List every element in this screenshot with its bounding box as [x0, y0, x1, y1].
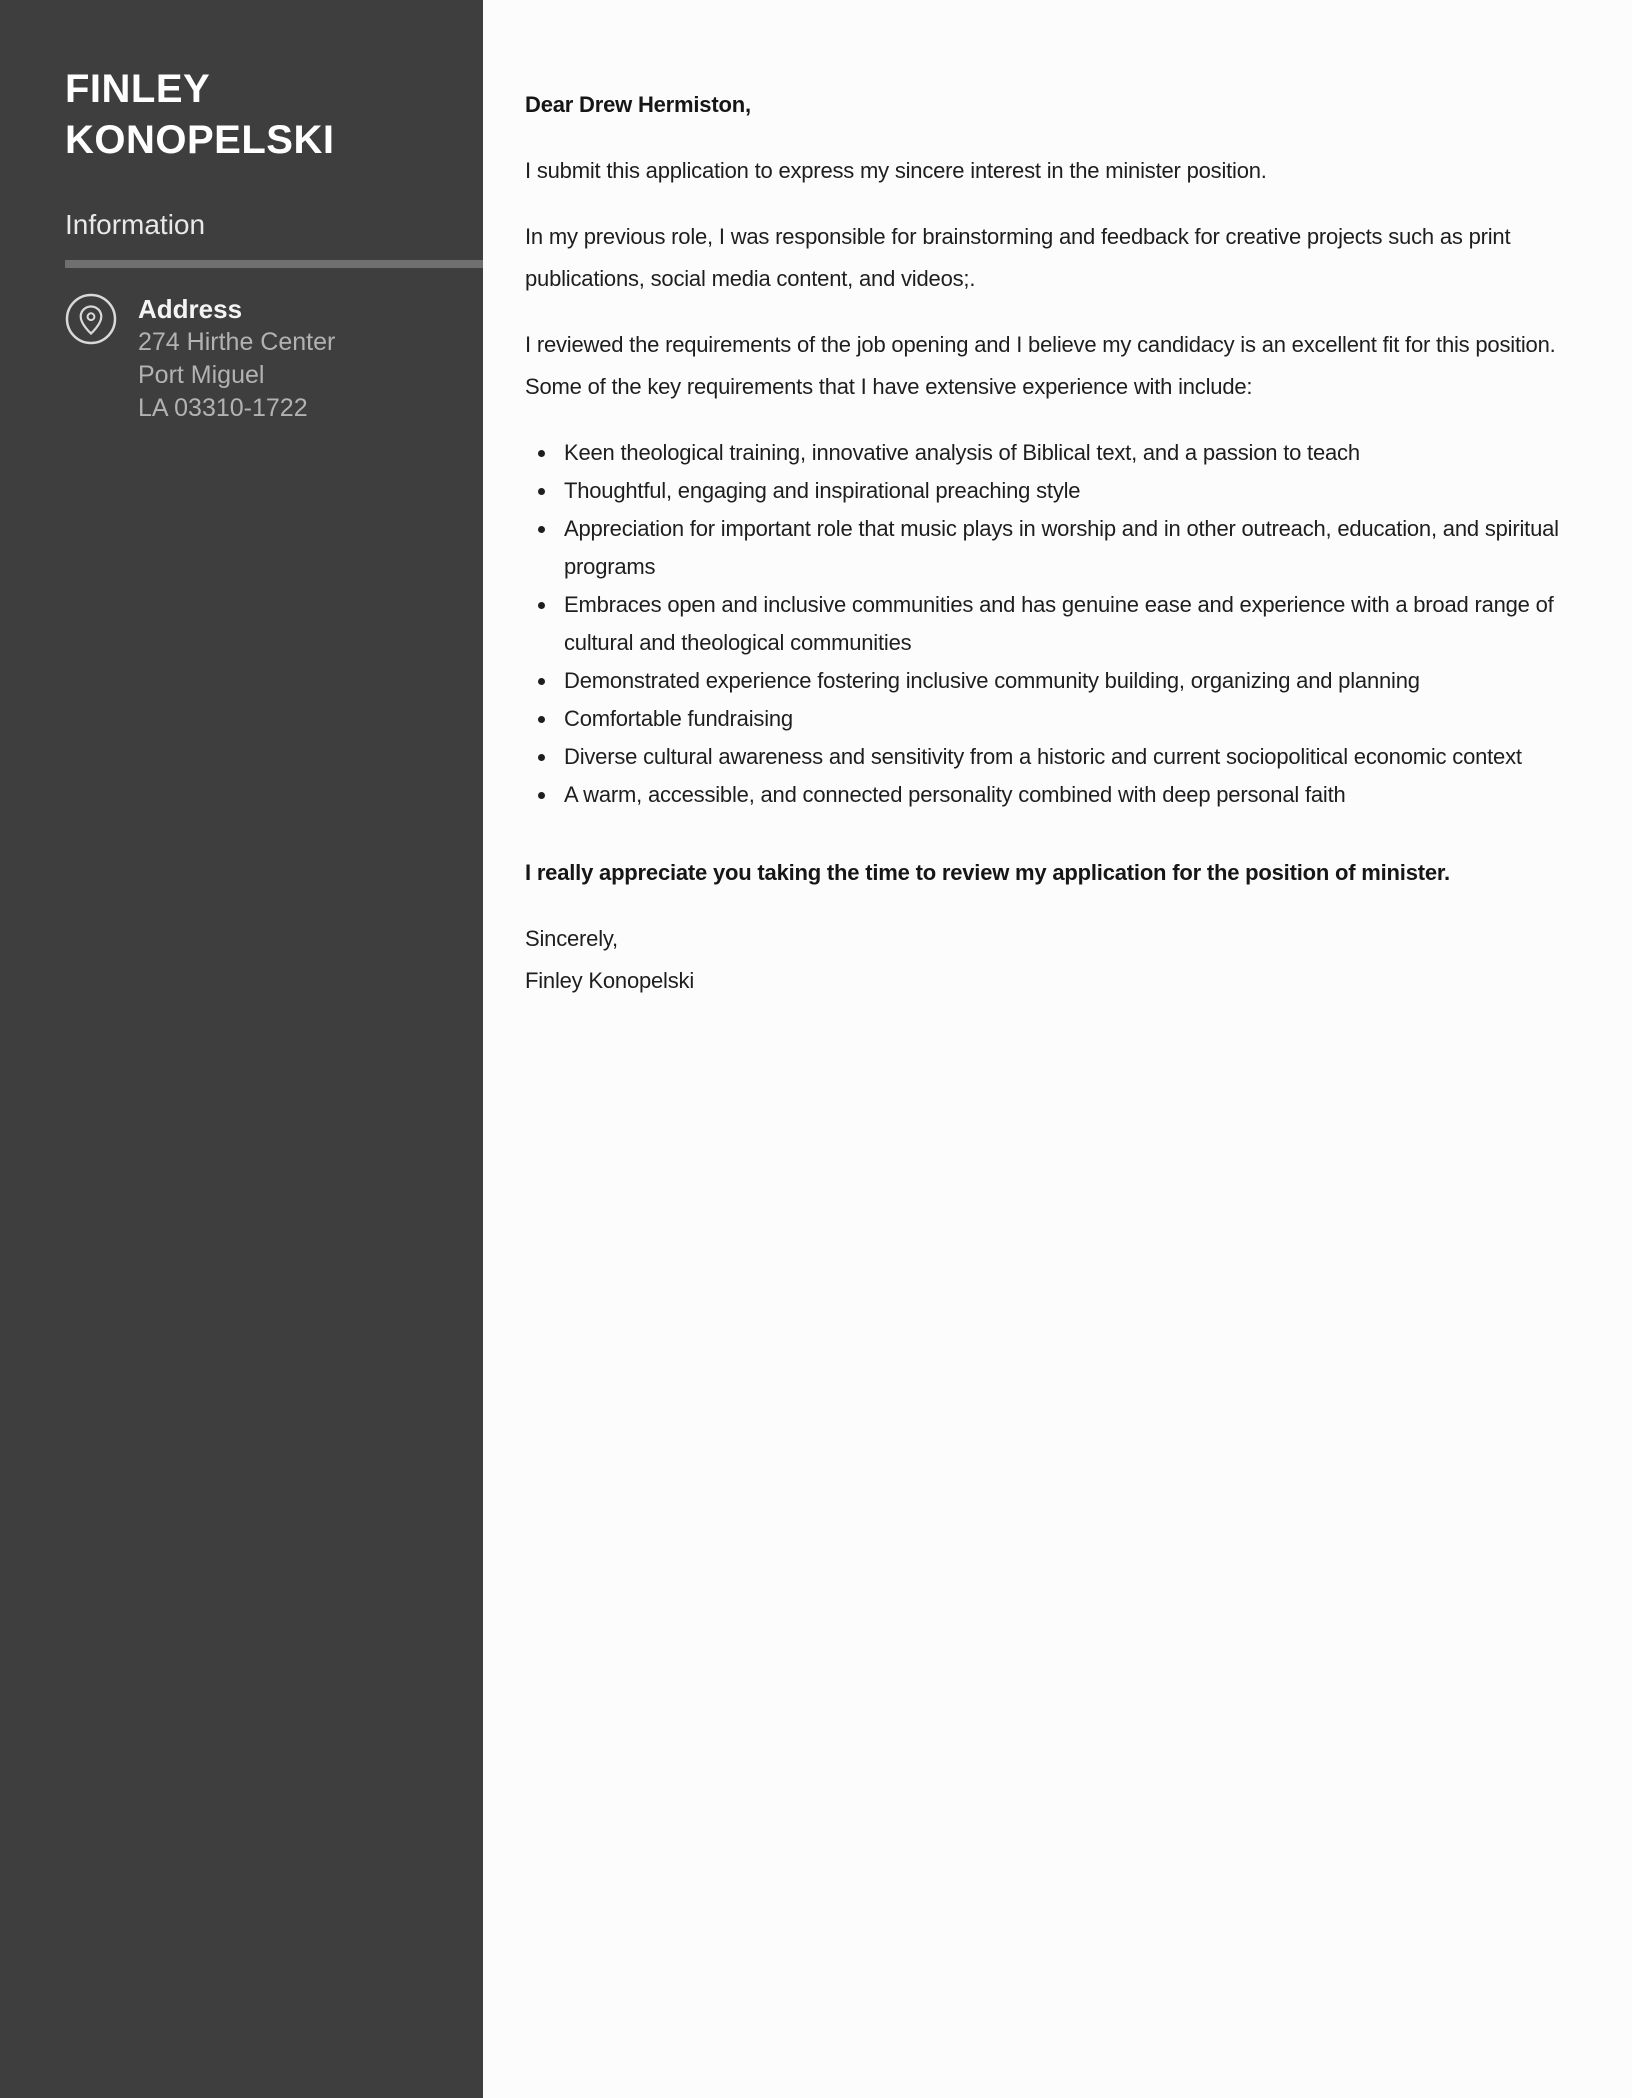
requirements-list [525, 434, 1583, 814]
paragraph-previous-role: In my previous role, I was responsible for brainstorming and feedback for creative projects such as print publications, social media content, and videos;. [525, 224, 1511, 291]
list-item: • Appreciation for important role that music plays in worship and in other outreach, education, and spiritual programs [558, 510, 1583, 586]
greeting: Dear Drew Hermiston, [525, 92, 751, 117]
list-item: • Thoughtful, engaging and inspirational preaching style [558, 472, 1583, 510]
address-city: Port Miguel [138, 361, 265, 389]
address-zip: LA 03310-1722 [138, 394, 308, 422]
list-item: • Embraces open and inclusive communities and has genuine ease and experience with a broad range of cultural and theological communities [558, 586, 1583, 662]
address-block [65, 293, 483, 425]
signoff: Sincerely, [525, 926, 618, 951]
address-street: 274 Hirthe Center [138, 328, 336, 356]
paragraph-requirements-lead: I reviewed the requirements of the job opening and I believe my candidacy is an excellent fit for this position. Some of the key requirements that I have extensive experience with include: [525, 332, 1556, 399]
map-pin-icon [65, 293, 117, 345]
candidate-last-name: KONOPELSKI [65, 118, 335, 162]
closing-statement: I really appreciate you taking the time to review my application for the position of minister. [525, 860, 1450, 885]
list-item: • Demonstrated experience fostering inclusive community building, organizing and planning [558, 662, 1583, 700]
candidate-first-name: FINLEY [65, 67, 211, 111]
paragraph-intro: I submit this application to express my sincere interest in the minister position. [525, 158, 1267, 183]
section-divider [65, 260, 483, 268]
sidebar [0, 0, 483, 2098]
list-item: • A warm, accessible, and connected personality combined with deep personal faith [558, 776, 1583, 814]
list-item: • Diverse cultural awareness and sensitivity from a historic and current sociopolitical economic context [558, 738, 1583, 776]
list-item: • Keen theological training, innovative analysis of Biblical text, and a passion to teach [558, 434, 1583, 472]
signature: Finley Konopelski [525, 968, 695, 993]
sidebar-section-title: Information [65, 209, 206, 240]
candidate-name [65, 64, 483, 166]
address-text [138, 293, 335, 425]
list-item: • Comfortable fundraising [558, 700, 1583, 738]
address-label: Address [138, 294, 243, 324]
letter-body [525, 0, 1583, 1002]
